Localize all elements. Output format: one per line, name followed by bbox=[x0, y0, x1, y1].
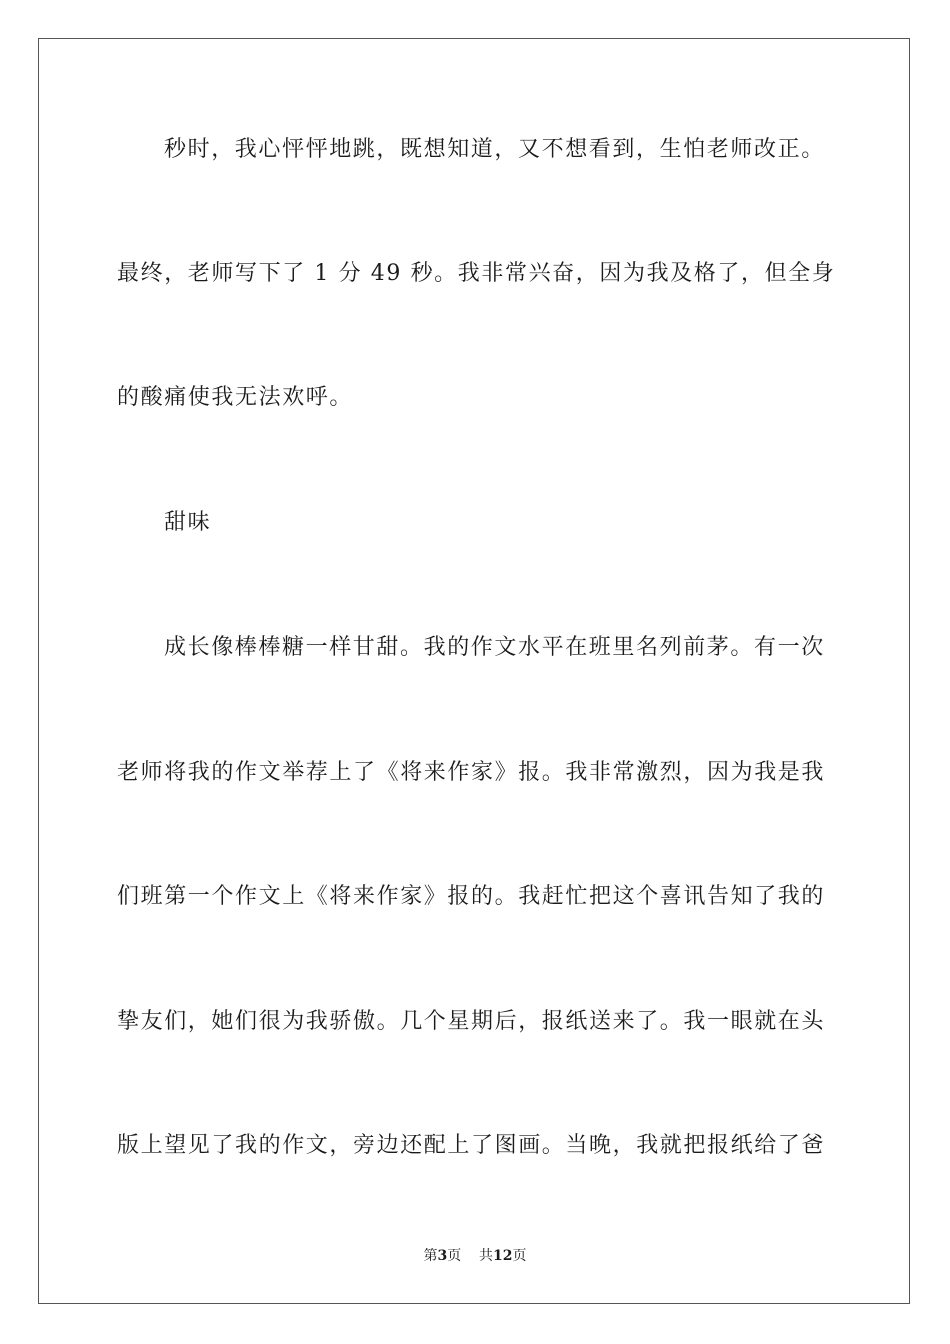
total-suffix: 页 bbox=[512, 1248, 527, 1264]
paragraph-line-8: 挚友们，她们很为我骄傲。几个星期后，报纸送来了。我一眼就在头 bbox=[117, 1009, 826, 1034]
paragraph-line-1: 秒时，我心怦怦地跳，既想知道，又不想看到，生怕老师改正。 bbox=[164, 137, 825, 162]
current-page-number: 3 bbox=[437, 1248, 448, 1264]
page-border bbox=[38, 38, 910, 1304]
total-page-number: 12 bbox=[493, 1248, 513, 1264]
page-footer bbox=[0, 1246, 950, 1266]
page-suffix: 页 bbox=[447, 1248, 462, 1264]
paragraph-line-2: 最终，老师写下了 1 分 49 秒。我非常兴奋，因为我及格了，但全身 bbox=[117, 261, 836, 286]
page-prefix: 第 bbox=[423, 1248, 438, 1264]
paragraph-line-5: 成长像棒棒糖一样甘甜。我的作文水平在班里名列前茅。有一次 bbox=[164, 635, 825, 660]
total-prefix: 共 bbox=[479, 1248, 494, 1264]
paragraph-line-9: 版上望见了我的作文，旁边还配上了图画。当晚，我就把报纸给了爸 bbox=[117, 1133, 826, 1158]
paragraph-line-6: 老师将我的作文举荐上了《将来作家》报。我非常激烈，因为我是我 bbox=[117, 760, 826, 785]
paragraph-line-3: 的酸痛使我无法欢呼。 bbox=[117, 385, 354, 410]
paragraph-line-7: 们班第一个作文上《将来作家》报的。我赶忙把这个喜讯告知了我的 bbox=[117, 884, 826, 909]
section-heading: 甜味 bbox=[164, 510, 212, 535]
